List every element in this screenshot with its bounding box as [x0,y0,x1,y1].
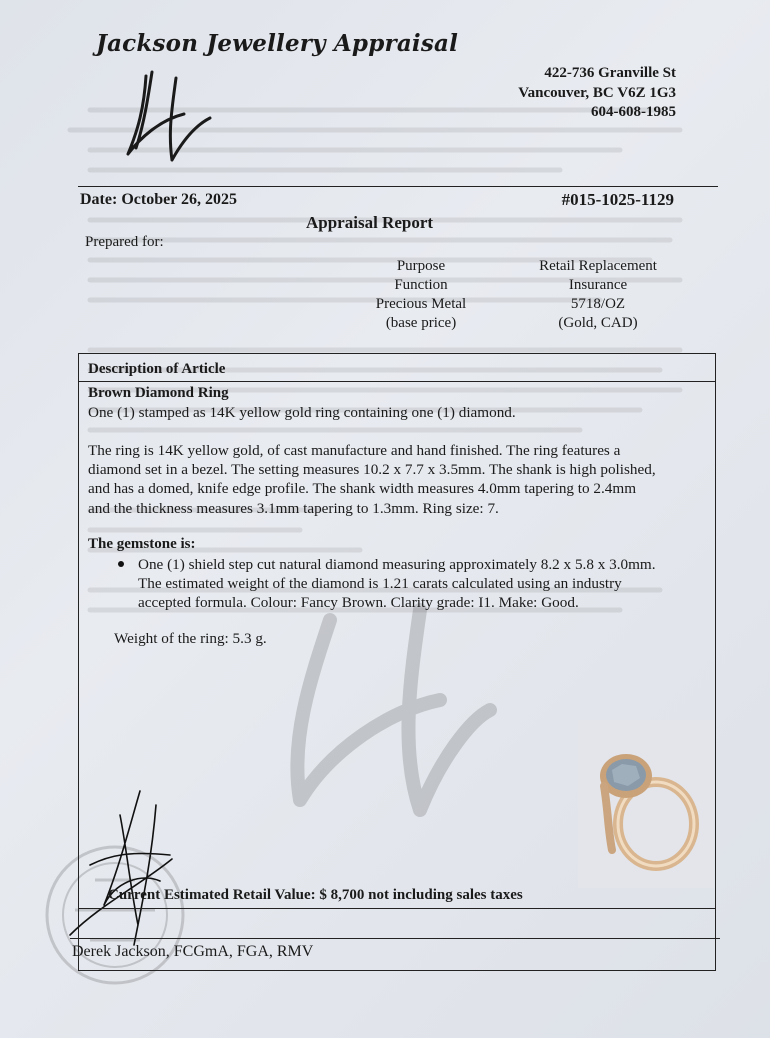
description-line: and the thickness measures 3.1mm tapering to 1.3mm. Ring size: 7. [88,499,499,517]
header-divider [78,186,718,187]
gemstone-description [138,555,718,613]
description-line: diamond set in a bezel. The setting measures 10.2 x 7.7 x 3.5mm. The shank is high polished, [88,461,656,479]
retail-value: Current Estimated Retail Value: $ 8,700 not including sales taxes [108,887,523,903]
function-value: Insurance [568,277,628,293]
description-line: and has a domed, knife edge profile. The shank width measures 4.0mm tapering to 2.4mm [88,480,637,498]
base-price-label: (base price) [385,315,457,331]
valuation-divider [78,908,716,909]
phone-number: 604-608-1985 [591,104,676,120]
report-number: #015-1025-1129 [561,190,674,209]
handwritten-signature [60,785,190,955]
gemstone-line: accepted formula. Colour: Fancy Brown. Clarity grade: I1. Make: Good. [138,594,579,612]
purpose-label: Purpose [396,258,446,274]
report-date: Date: October 26, 2025 [80,191,237,208]
bullet-icon [118,561,124,567]
item-summary: One (1) stamped as 14K yellow gold ring containing one (1) diamond. [88,404,516,421]
base-price-value: (Gold, CAD) [558,315,638,331]
signature-line [70,938,720,939]
item-title: Brown Diamond Ring [88,385,229,401]
jh-monogram-logo [118,68,218,168]
article-heading: Description of Article [88,361,226,377]
gemstone-line: The estimated weight of the diamond is 1.21 carats calculated using an industry [138,575,622,593]
function-label: Function [394,277,448,293]
gemstone-line: One (1) shield step cut natural diamond measuring approximately 8.2 x 5.8 x 3.0mm. [138,556,656,573]
address-line: Vancouver, BC V6Z 1G3 [518,84,676,101]
prepared-for-label: Prepared for: [85,234,164,250]
article-heading-divider [78,381,716,382]
purpose-value: Retail Replacement [539,258,657,274]
appraiser-name: Derek Jackson, FCGmA, FGA, RMV [72,943,314,960]
report-title: Appraisal Report [306,213,434,232]
company-name: Jackson Jewellery Appraisal [96,30,459,57]
gemstone-heading: The gemstone is: [88,536,196,552]
precious-metal-value: 5718/OZ [570,296,626,312]
precious-metal-label: Precious Metal [375,296,467,312]
company-address [518,64,676,123]
ring-weight: Weight of the ring: 5.3 g. [114,630,267,647]
address-line: 422-736 Granville St [544,65,676,81]
ring-photo [578,720,714,888]
description-line: The ring is 14K yellow gold, of cast manufacture and hand finished. The ring features a [88,442,621,459]
item-description [88,441,718,518]
